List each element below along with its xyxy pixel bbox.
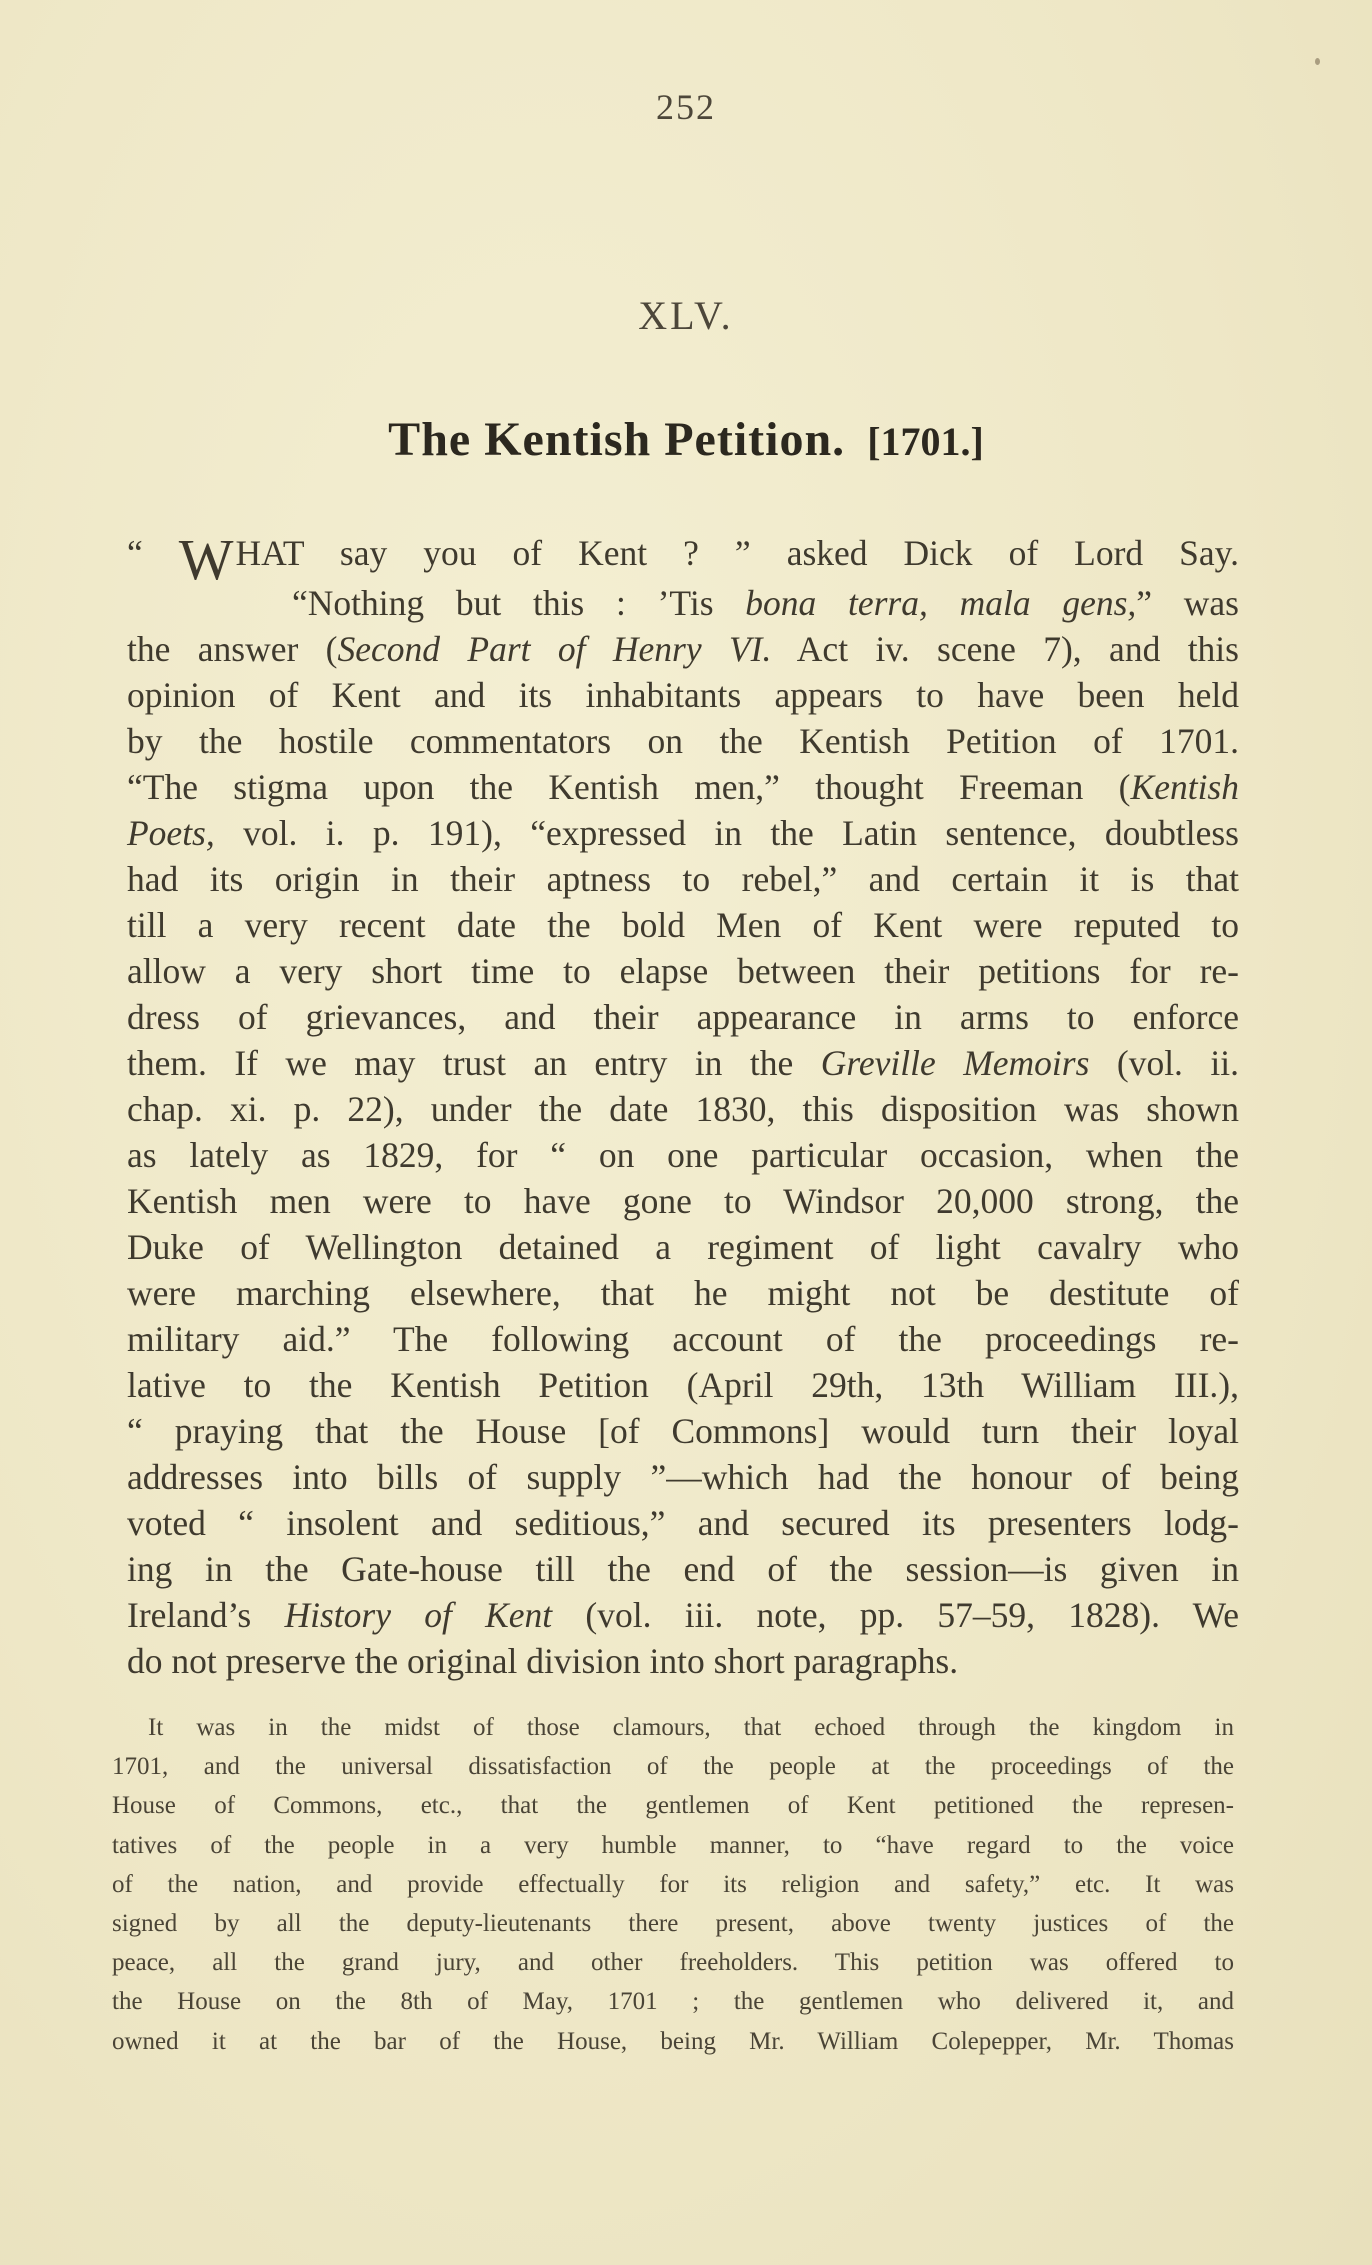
body-line: lative to the Kentish Petition (April 29th, 13th William III.),: [127, 1365, 1239, 1405]
body-line: Duke of Wellington detained a regiment of light cavalry who: [127, 1227, 1239, 1267]
chapter-title: [0, 412, 1372, 467]
quoted-extract: [112, 1708, 1234, 2061]
chapter-title-year: [1701.]: [867, 419, 984, 464]
page-number: 252: [656, 87, 716, 127]
body-line: by the hostile commentators on the Kentish Petition of 1701.: [127, 721, 1239, 761]
extract-line: the House on the 8th of May, 1701 ; the gentlemen who delivered it, and: [112, 1988, 1234, 2016]
body-line: “Nothing but this : ’Tis bona terra, mala gens,” was: [292, 583, 1239, 623]
body-line: till a very recent date the bold Men of Kent were reputed to: [127, 905, 1239, 945]
extract-line: peace, all the grand jury, and other freeholders. This petition was offered to: [112, 1949, 1234, 1977]
body-line: them. If we may trust an entry in the Greville Memoirs (vol. ii.: [127, 1043, 1239, 1083]
extract-line: 1701, and the universal dissatisfaction of the people at the proceedings of the: [112, 1753, 1234, 1781]
body-line: Kentish men were to have gone to Windsor 20,000 strong, the: [127, 1181, 1239, 1221]
body-line: military aid.” The following account of the proceedings re-: [127, 1319, 1239, 1359]
extract-line: owned it at the bar of the House, being Mr. William Colepepper, Mr. Thomas: [112, 2027, 1234, 2055]
body-line: were marching elsewhere, that he might not be destitute of: [127, 1273, 1239, 1313]
chapter-numeral: XLV.: [638, 293, 734, 338]
body-line: Poets, vol. i. p. 191), “expressed in the Latin sentence, doubtless: [127, 813, 1239, 853]
body-line: “The stigma upon the Kentish men,” thought Freeman (Kentish: [127, 767, 1239, 807]
body-line: allow a very short time to elapse between their petitions for re-: [127, 951, 1239, 991]
body-line: as lately as 1829, for “ on one particular occasion, when the: [127, 1135, 1239, 1175]
extract-line: signed by all the deputy-lieutenants there present, above twenty justices of the: [112, 1910, 1234, 1938]
drop-cap: W: [178, 527, 234, 592]
body-line: chap. xi. p. 22), under the date 1830, this disposition was shown: [127, 1089, 1239, 1129]
body-line: had its origin in their aptness to rebel,” and certain it is that: [127, 859, 1239, 899]
extract-line: of the nation, and provide effectually for its religion and safety,” etc. It was: [112, 1870, 1234, 1898]
body-line: opinion of Kent and its inhabitants appears to have been held: [127, 675, 1239, 715]
body-line: dress of grievances, and their appearance in arms to enforce: [127, 997, 1239, 1037]
body-paragraph: [127, 527, 1239, 1684]
body-line: “ WHAT say you of Kent ? ” asked Dick of Lord Say.: [127, 527, 1239, 592]
body-line: Ireland’s History of Kent (vol. iii. note, pp. 57–59, 1828). We: [127, 1595, 1239, 1635]
chapter-title-text: The Kentish Petition.: [388, 413, 846, 466]
extract-line: tatives of the people in a very humble manner, to “have regard to the voice: [112, 1831, 1234, 1859]
body-line: “ praying that the House [of Commons] would turn their loyal: [127, 1411, 1239, 1451]
body-line: do not preserve the original division into short paragraphs.: [127, 1641, 959, 1681]
body-line: the answer (Second Part of Henry VI. Act iv. scene 7), and this: [127, 629, 1239, 669]
body-line: voted “ insolent and seditious,” and secured its presenters lodg-: [127, 1503, 1239, 1543]
body-line: addresses into bills of supply ”—which had the honour of being: [127, 1457, 1239, 1497]
body-line: ing in the Gate-house till the end of the session—is given in: [127, 1549, 1239, 1589]
extract-line: House of Commons, etc., that the gentlemen of Kent petitioned the represen-: [112, 1792, 1234, 1820]
extract-line: It was in the midst of those clamours, that echoed through the kingdom in: [148, 1714, 1234, 1741]
paper-speck: [1315, 58, 1320, 65]
